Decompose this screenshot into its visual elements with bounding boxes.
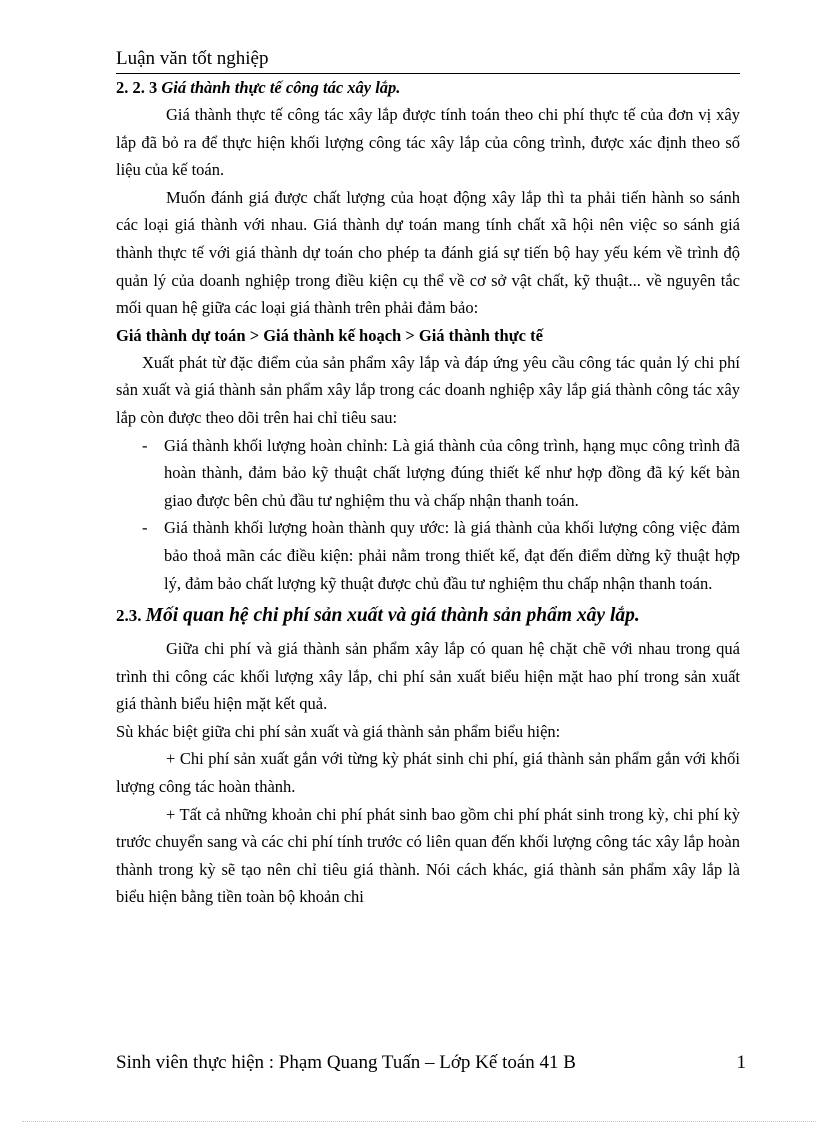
page-number: 1 — [736, 1052, 746, 1073]
page-boundary-rule — [22, 1121, 816, 1122]
list-item-text: Giá thành khối lượng hoàn chỉnh: Là giá thành của công trình, hạng mục công trình đã hoàn thành, đảm bảo kỹ thuật chất lượng đúng thiết kế như hợp đồng đã ký kết bàn giao được bên chủ đầu tư nghiệm thu và chấp nhận thanh toán. — [164, 435, 740, 510]
section-title: Mối quan hệ chi phí sản xuất và giá thành sản phẩm xây lắp. — [145, 605, 640, 627]
dash-bullet: - — [142, 518, 148, 538]
section-heading-2-3 — [116, 599, 740, 635]
list-item — [116, 514, 740, 597]
page-footer — [116, 1050, 746, 1076]
list-item-text: Giá thành khối lượng hoàn thành quy ước: là giá thành của khối lượng công việc đảm bảo thoả mãn các điều kiện: phải nằm trong thiết kế, đạt đến điểm dừng kỹ thuật hợp lý, đảm bảo chất lượng kỹ thuật được chủ đầu tư nghiệm thu chấp nhận thanh toán. — [164, 518, 740, 593]
section-number: 2.3. — [116, 606, 142, 626]
paragraph: + Chi phí sản xuất gắn với từng kỳ phát sinh chi phí, giá thành sản phẩm gắn với khối lượng công tác hoàn thành. — [116, 749, 740, 797]
list-item — [116, 432, 740, 515]
page-content — [116, 75, 740, 911]
section-heading-2-2-3 — [116, 75, 740, 101]
paragraph: Giữa chi phí và giá thành sản phẩm xây lắp có quan hệ chặt chẽ với nhau trong quá trình thi công các khối lượng xây lắp, chi phí sản xuất biểu hiện mặt hao phí trong sản xuất giá thành biểu hiện mặt kết quả. — [116, 639, 740, 714]
paragraph: Sù khác biệt giữa chi phí sản xuất và giá thành sản phẩm biểu hiện: — [116, 721, 561, 741]
dash-bullet: - — [142, 435, 148, 455]
section-number: 2. 2. 3 — [116, 78, 158, 97]
page-header — [116, 46, 740, 74]
paragraph: Muốn đánh giá được chất lượng của hoạt động xây lắp thì ta phải tiến hành so sánh các loại giá thành với nhau. Giá thành dự toán mang tính chất xã hội nên việc so sánh giá thành thực tế với giá thành dự toán cho phép ta đánh giá sự tiến bộ hay yếu kém về trình độ quản lý của doanh nghiệp trong điều kiện cụ thể về cơ sở vật chất, kỹ thuật... về nguyên tắc mối quan hệ giữa các loại giá thành trên phải đảm bảo: — [116, 187, 740, 318]
paragraph: Xuất phát từ đặc điểm của sản phẩm xây lắp và đáp ứng yêu cầu công tác quản lý chi phí sản xuất và giá thành sản phẩm xây lắp trong các doanh nghiệp xây lắp giá thành công tác xây lắp còn được theo dõi trên hai chỉ tiêu sau: — [116, 352, 740, 427]
paragraph: + Tất cả những khoản chi phí phát sinh bao gồm chi phí phát sinh trong kỳ, chi phí kỳ trước chuyển sang và các chi phí tính trước có liên quan đến khối lượng công tác xây lắp hoàn thành trong kỳ sẽ tạo nên chỉ tiêu giá thành. Nói cách khác, giá thành sản phẩm xây lắp là biểu hiện bằng tiền toàn bộ khoản chi — [116, 804, 740, 907]
footer-author: Sinh viên thực hiện : Phạm Quang Tuấn – Lớp Kế toán 41 B — [116, 1052, 576, 1073]
price-relation-formula: Giá thành dự toán > Giá thành kế hoạch > Giá thành thực tế — [116, 325, 543, 345]
indicator-list — [116, 432, 740, 598]
paragraph: Giá thành thực tế công tác xây lắp được tính toán theo chi phí thực tế của đơn vị xây lắp đã bỏ ra để thực hiện khối lượng công tác xây lắp của công trình, được xác định theo số liệu của kế toán. — [116, 105, 740, 180]
section-title: Giá thành thực tế công tác xây lắp. — [161, 78, 401, 97]
header-title: Luận văn tốt nghiệp — [116, 48, 269, 69]
